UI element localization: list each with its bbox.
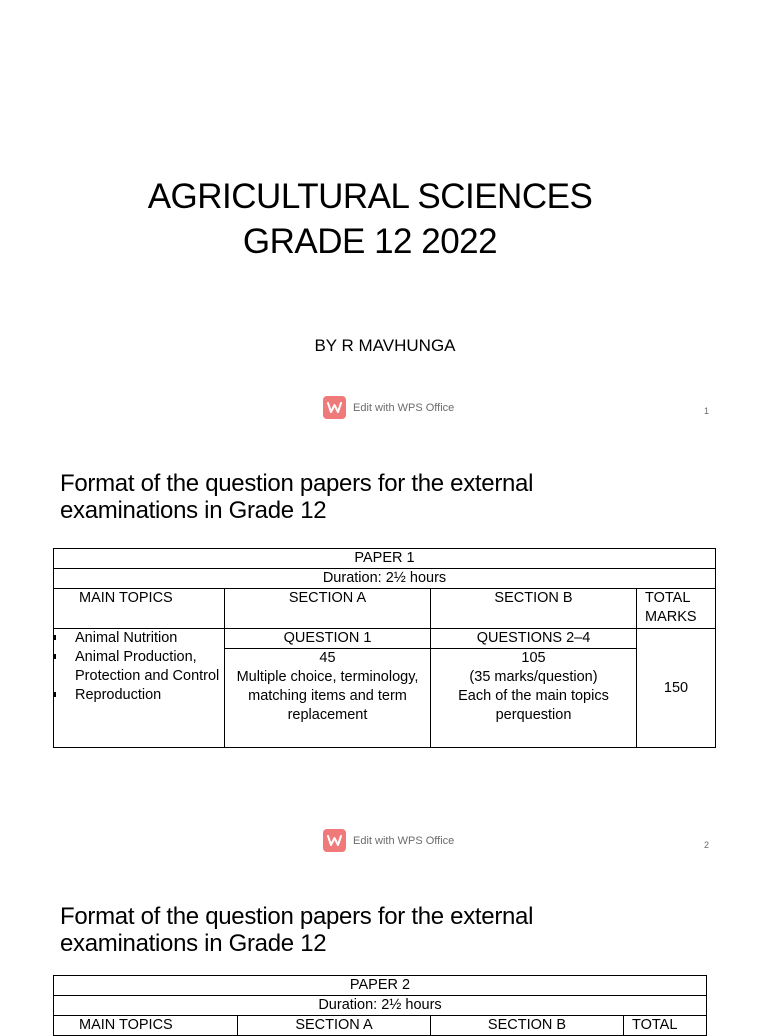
- section-a-description: Multiple choice, terminology, matching items and term replacement: [236, 669, 419, 723]
- header-section-a: SECTION A: [225, 589, 431, 629]
- watermark-text: Edit with WPS Office: [353, 834, 455, 847]
- list-item: Animal Nutrition: [57, 629, 221, 648]
- duration-cell: Duration: 2½ hours: [54, 996, 707, 1016]
- table-header-row: [54, 589, 716, 629]
- header-section-a: SECTION A: [238, 1016, 431, 1036]
- header-section-b: SECTION B: [431, 1016, 624, 1036]
- title-slide: [0, 0, 768, 430]
- heading-line-2: examinations in Grade 12: [60, 930, 327, 957]
- paper-title: PAPER 2: [54, 976, 707, 996]
- table-row: [54, 996, 707, 1016]
- topics-list: [57, 629, 221, 705]
- section-b-questions: QUESTIONS 2–4: [431, 629, 637, 649]
- paper-title: PAPER 1: [54, 549, 716, 569]
- total-marks-cell: 150: [637, 629, 716, 748]
- watermark-text: Edit with WPS Office: [353, 401, 455, 414]
- heading-line-1: Format of the question papers for the external: [60, 470, 534, 497]
- heading-line-2: examinations in Grade 12: [60, 497, 327, 524]
- header-total-marks: TOTAL MARKS: [637, 589, 716, 629]
- duration-cell: Duration: 2½ hours: [54, 569, 716, 589]
- header-main-topics: MAIN TOPICS: [54, 1016, 238, 1036]
- page-number: 1: [704, 406, 710, 416]
- header-section-b: SECTION B: [431, 589, 637, 629]
- slide-heading: [60, 470, 680, 524]
- header-main-topics: MAIN TOPICS: [54, 589, 225, 629]
- page-number: 2: [704, 840, 710, 850]
- title-line-1: AGRICULTURAL SCIENCES: [147, 177, 593, 216]
- section-b-description: Each of the main topics perquestion: [458, 688, 609, 723]
- paper-1-format-table: [53, 548, 716, 748]
- wps-watermark: [323, 829, 454, 852]
- heading-line-1: Format of the question papers for the external: [60, 903, 534, 930]
- title-line-2: GRADE 12 2022: [242, 222, 498, 261]
- section-b-marks: 105: [521, 650, 546, 666]
- section-b-per-question: (35 marks/question): [469, 669, 598, 685]
- list-item: Reproduction: [57, 686, 221, 705]
- author-line: BY R MAVHUNGA: [314, 336, 456, 355]
- main-topics-cell: [54, 629, 225, 748]
- table-row: [54, 569, 716, 589]
- table-row: [54, 976, 707, 996]
- wps-office-logo-icon: [323, 829, 346, 852]
- wps-office-logo-icon: [323, 396, 346, 419]
- list-item: Animal Production, Protection and Control: [57, 648, 221, 686]
- header-total: TOTAL: [624, 1016, 707, 1036]
- wps-watermark: [323, 396, 454, 419]
- document-title: [0, 174, 740, 264]
- table-row: [54, 549, 716, 569]
- table-row: [54, 629, 716, 649]
- section-b-details: [431, 649, 637, 748]
- section-a-question: QUESTION 1: [225, 629, 431, 649]
- table-header-row: [54, 1016, 707, 1036]
- paper-2-format-table: [53, 975, 707, 1036]
- section-a-marks: 45: [319, 650, 336, 666]
- section-a-details: [225, 649, 431, 748]
- slide-heading: [60, 903, 680, 957]
